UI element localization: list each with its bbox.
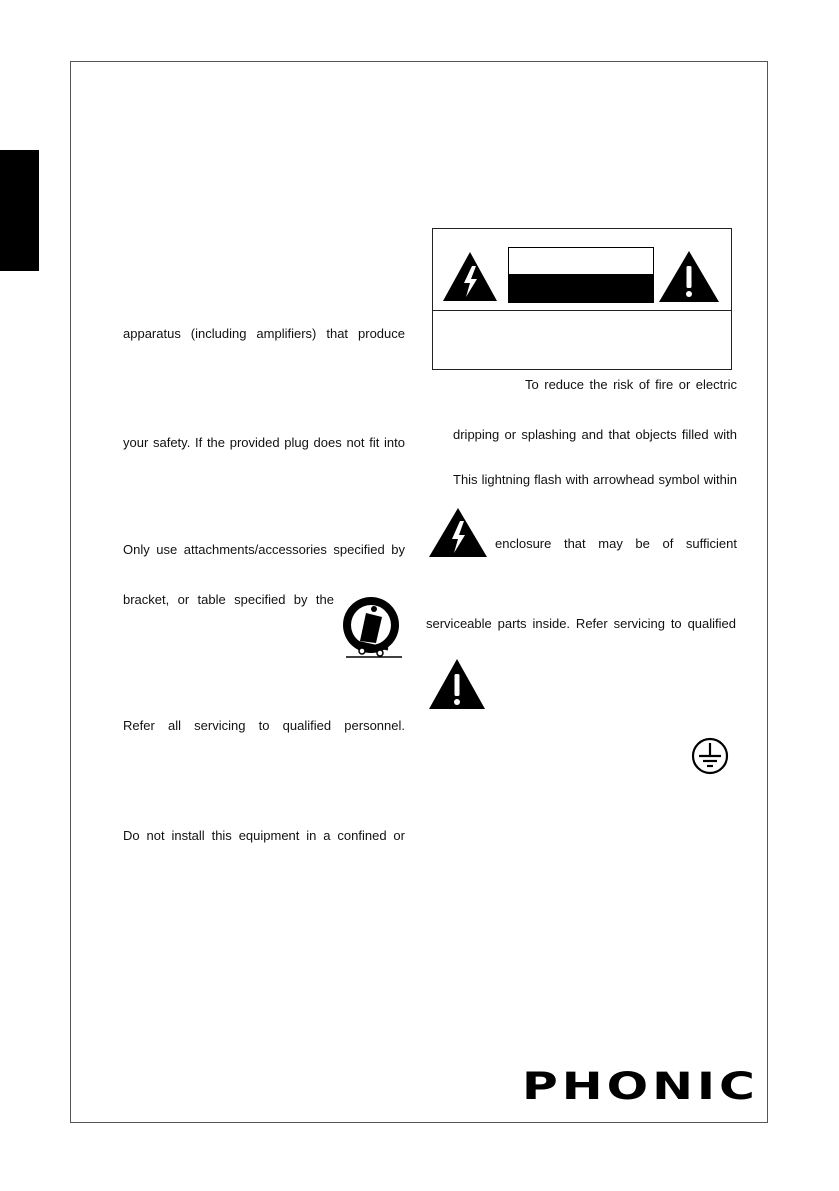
- right-line-2: dripping or splashing and that objects filled with: [453, 427, 737, 442]
- cart-tipover-icon: [336, 593, 406, 663]
- language-side-tab: [0, 150, 39, 271]
- left-line-1: apparatus (including amplifiers) that produce: [123, 326, 405, 341]
- left-line-5: Refer all servicing to qualified personnel.: [123, 718, 405, 733]
- left-line-6: Do not install this equipment in a confined or: [123, 828, 405, 843]
- protective-earth-icon: [690, 736, 730, 776]
- lightning-flash-icon: [427, 506, 489, 559]
- left-line-2: your safety. If the provided plug does not fit into: [123, 435, 405, 450]
- lightning-warning-icon: [441, 250, 499, 303]
- caution-box: [432, 228, 732, 370]
- caution-divider: [433, 310, 731, 311]
- caution-label-fill: [509, 274, 653, 302]
- right-line-5: serviceable parts inside. Refer servicing to qualified: [426, 616, 736, 631]
- caution-label: [508, 247, 654, 303]
- left-line-4: bracket, or table specified by the: [123, 592, 334, 607]
- exclamation-mark-icon: [427, 657, 487, 711]
- left-line-3: Only use attachments/accessories specified by: [123, 542, 405, 557]
- right-line-3: This lightning flash with arrowhead symbol within: [453, 472, 737, 487]
- exclamation-warning-icon: [657, 249, 721, 304]
- phonic-logo: PHONIC: [522, 1065, 759, 1108]
- right-line-4: enclosure that may be of sufficient: [495, 536, 737, 551]
- right-line-1: To reduce the risk of fire or electric: [525, 377, 737, 392]
